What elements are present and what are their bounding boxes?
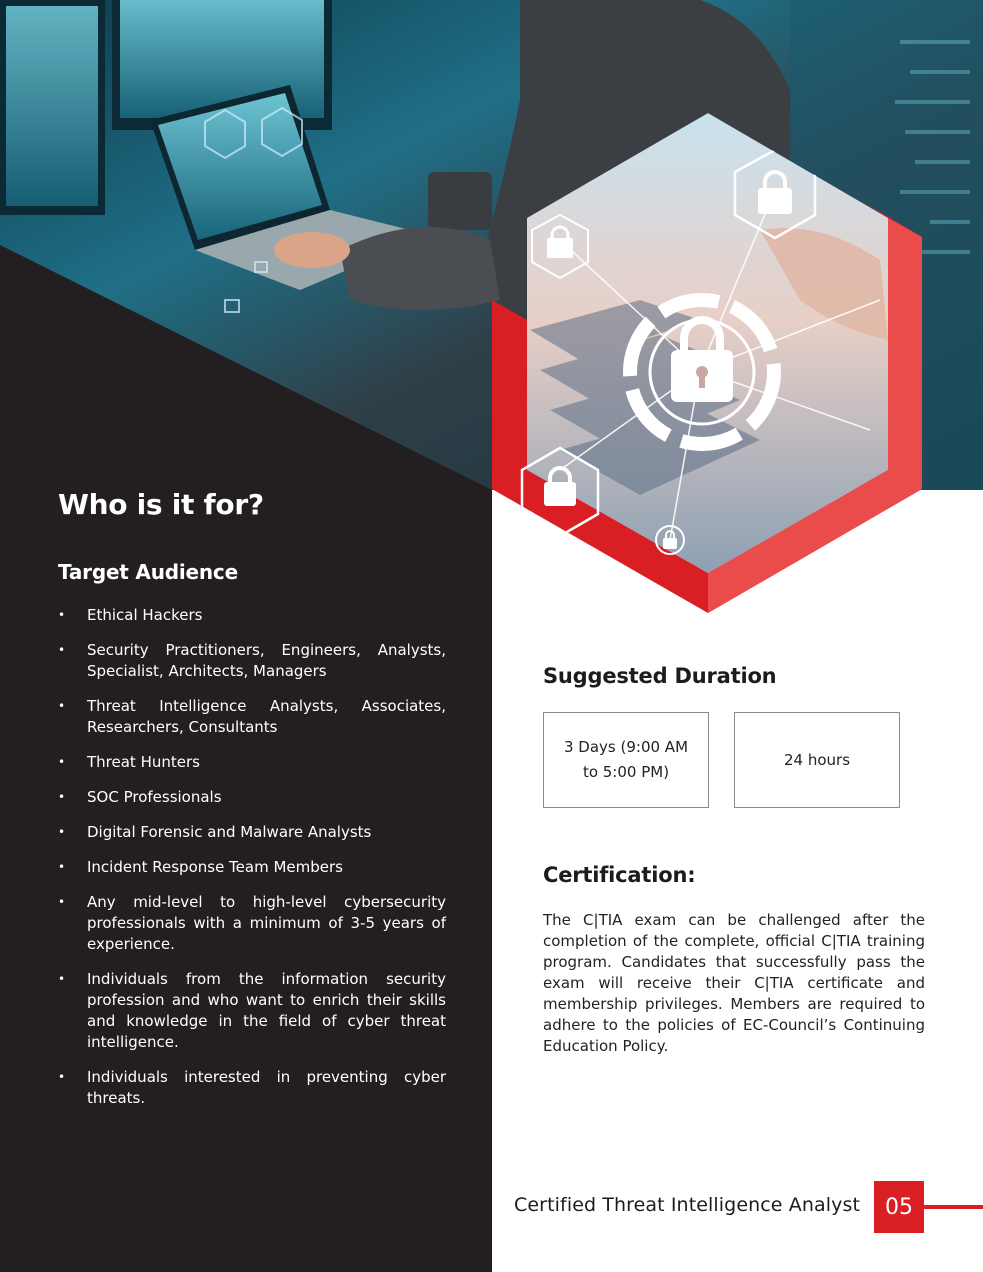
list-item [58,640,446,682]
list-item [58,605,446,626]
bullet: • [58,790,66,804]
duration-hours-text: 24 hours [783,750,851,769]
page-number-rule [924,1205,983,1209]
bullet: • [58,895,66,909]
list-item-text: SOC Professionals [87,788,222,806]
list-item-text: Any mid-level to high-level cybersecurity professionals with a minimum of 3-5 years of experience. [87,893,446,953]
duration-hours-box [734,712,900,808]
duration-days-line2: to 5:00 PM) [582,763,670,781]
list-item [58,969,446,1053]
list-item-text: Incident Response Team Members [87,858,343,876]
duration-days-line1: 3 Days (9:00 AM [563,738,689,756]
list-item [58,822,446,843]
list-item-text: Individuals interested in preventing cyber threats. [87,1068,446,1107]
bullet: • [58,825,66,839]
mug [428,172,492,230]
certification-text: The C|TIA exam can be challenged after the completion of the complete, official C|TIA training program. Candidates that successfully pass the exam will receive their C|TIA certificate and membership privileges. Members are required to adhere to the policies of EC-Council’s Continuing Education Policy. [543,911,925,1055]
bullet: • [58,755,66,769]
target-audience-heading: Target Audience [58,560,238,584]
list-item [58,892,446,955]
audience-list [58,605,446,1123]
list-item [58,1067,446,1109]
suggested-duration-heading: Suggested Duration [543,664,777,688]
list-item-text: Digital Forensic and Malware Analysts [87,823,372,841]
bullet: • [58,972,66,986]
bullet: • [58,608,66,622]
list-item [58,752,446,773]
page-number: 05 [874,1181,924,1233]
list-item [58,787,446,808]
section-title: Who is it for? [58,488,264,521]
list-item-text: Security Practitioners, Engineers, Analysts, Specialist, Architects, Managers [87,641,446,680]
list-item-text: Threat Intelligence Analysts, Associates, Researchers, Consultants [87,697,446,736]
list-item [58,857,446,878]
list-item [58,696,446,738]
bullet: • [58,643,66,657]
certification-heading: Certification: [543,863,696,887]
list-item-text: Ethical Hackers [87,606,203,624]
footer-title: Certified Threat Intelligence Analyst [514,1194,860,1216]
duration-days-box [543,712,709,808]
bullet: • [58,1070,66,1084]
list-item-text: Threat Hunters [87,753,200,771]
list-item-text: Individuals from the information security profession and who want to enrich their skills and knowledge in the field of cyber threat intelligence. [87,970,446,1051]
bullet: • [58,699,66,713]
bullet: • [58,860,66,874]
